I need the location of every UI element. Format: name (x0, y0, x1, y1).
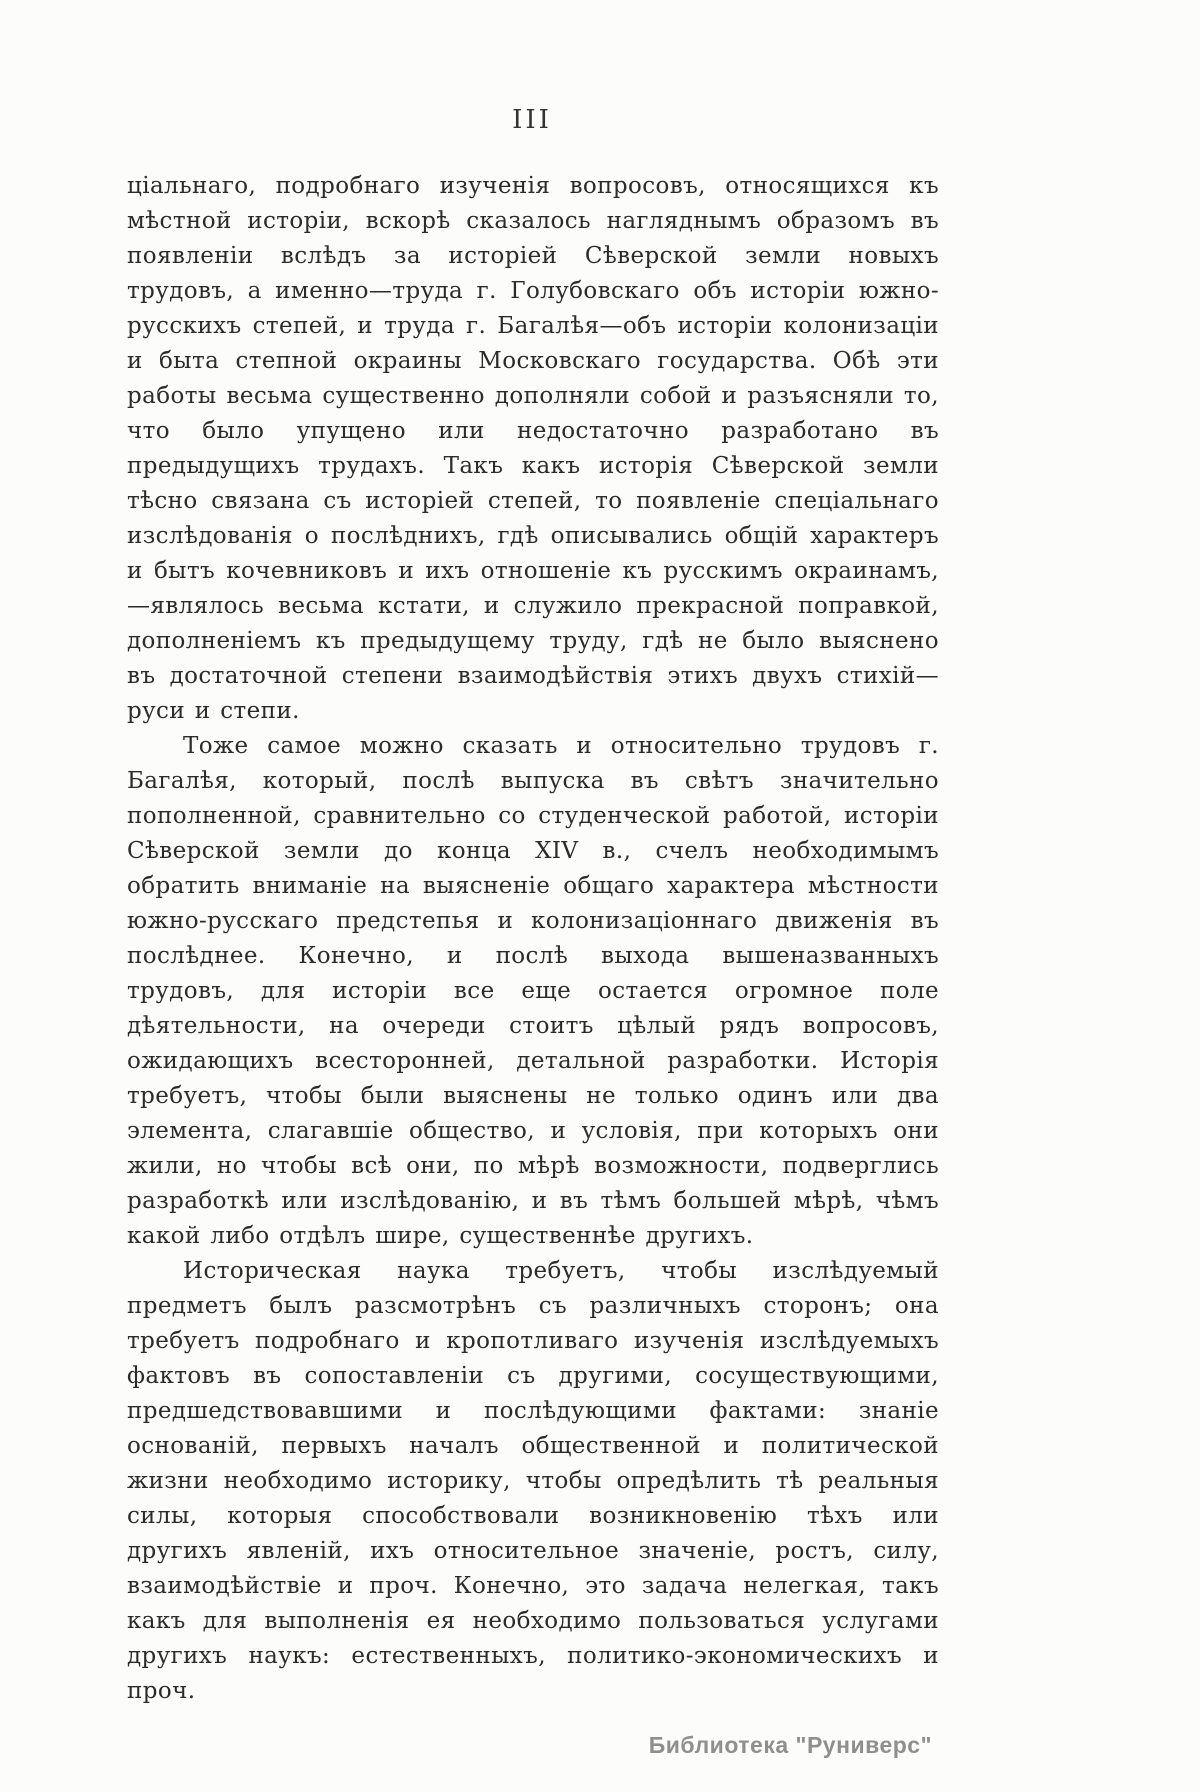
paragraph-3: Историческая наука требуетъ, чтобы изслѣдуемый предметъ былъ разсмотрѣнъ съ различныхъ сторонъ; она требуетъ подробнаго и кропотливаго изученія изслѣдуемыхъ фактовъ въ сопоставленіи съ другими, сосуществующими, предшедствовавшими и послѣдующими фактами: знаніе основаній, первыхъ началъ общественной и политической жизни необходимо историку, чтобы опредѣлить тѣ реальныя силы, которыя способствовали возникновенію тѣхъ или другихъ явленій, ихъ относительное значеніе, ростъ, силу, взаимодѣйствіе и проч. Конечно, это задача нелегкая, такъ какъ для выполненія ея необходимо пользоваться услугами другихъ наукъ: естественныхъ, политико-экономическихъ и проч. (127, 1258, 939, 1704)
text-block (127, 169, 939, 1709)
library-watermark: Библиотека "Руниверс" (648, 1732, 932, 1758)
paragraph-2: Тоже самое можно сказать и относительно трудовъ г. Багалѣя, который, послѣ выпуска въ свѣтъ значительно пополненной, сравнительно со студенческой работой, исторіи Сѣверской земли до конца XIV в., счелъ необходимымъ обратить вниманіе на выясненіе общаго характера мѣстности южно-русскаго предстепья и колонизаціоннаго движенія въ послѣднее. Конечно, и послѣ выхода вышеназванныхъ трудовъ, для исторіи все еще остается огромное поле дѣятельности, на очереди стоитъ цѣлый рядъ вопросовъ, ожидающихъ всесторонней, детальной разработки. Исторія требуетъ, чтобы были выяснены не только одинъ или два элемента, слагавшіе общество, и условія, при которыхъ они жили, но чтобы всѣ они, по мѣрѣ возможности, подверглись разработкѣ или изслѣдованію, и въ тѣмъ большей мѣрѣ, чѣмъ какой либо отдѣлъ шире, существеннѣе другихъ. (127, 733, 939, 1249)
paragraph-1: ціальнаго, подробнаго изученія вопросовъ, относящихся къ мѣстной исторіи, вскорѣ сказалось нагляднымъ образомъ въ появленіи вслѣдъ за исторіей Сѣверской земли новыхъ трудовъ, а именно—труда г. Голубовскаго объ исторіи южно-русскихъ степей, и труда г. Багалѣя—объ исторіи колонизаціи и быта степной окраины Московскаго государства. Обѣ эти работы весьма существенно дополняли собой и разъясняли то, что было упущено или недостаточно разработано въ предыдущихъ трудахъ. Такъ какъ исторія Сѣверской земли тѣсно связана съ исторіей степей, то появленіе спеціальнаго изслѣдованія о послѣднихъ, гдѣ описывались общій характеръ и бытъ кочевниковъ и ихъ отношеніе къ русскимъ окраинамъ,—являлось весьма кстати, и служило прекрасной поправкой, дополненіемъ къ предыдущему труду, гдѣ не было выяснено въ достаточной степени взаимодѣйствія этихъ двухъ стихій—руси и степи. (127, 173, 939, 724)
page-number: III (512, 105, 552, 135)
